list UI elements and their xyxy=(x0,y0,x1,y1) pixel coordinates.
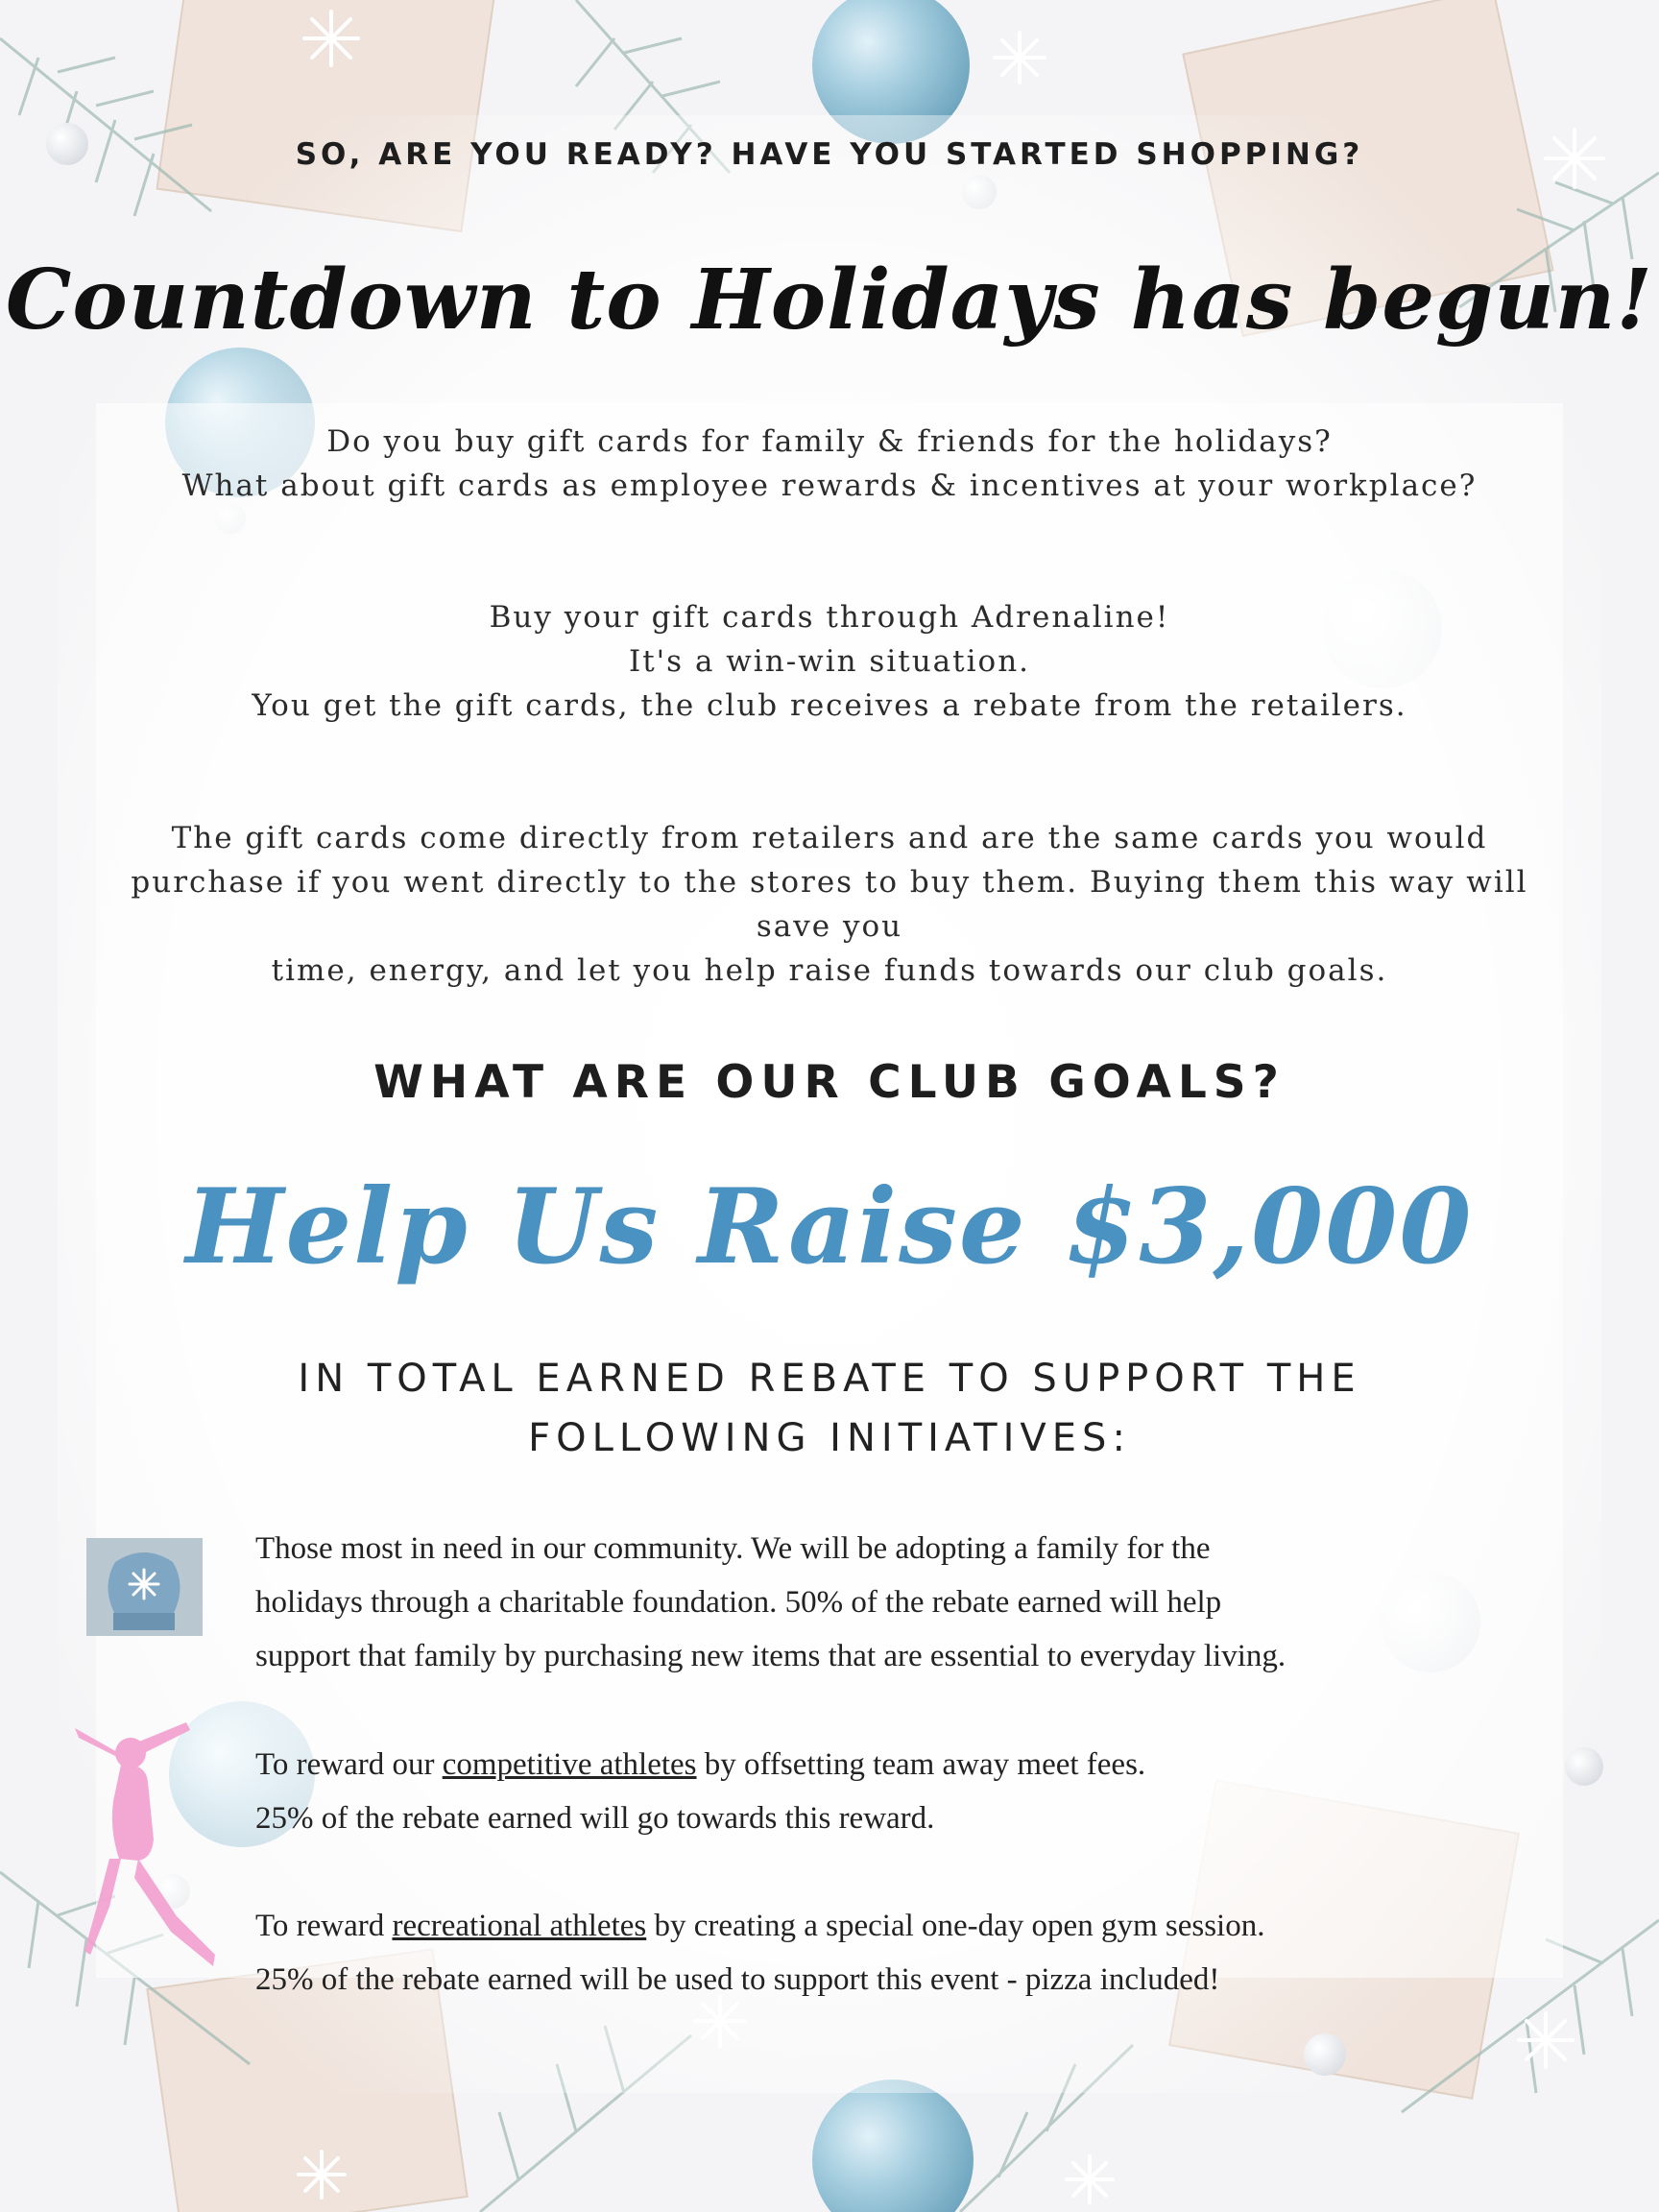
initiative-line: Those most in need in our community. We will be adopting a family for the xyxy=(255,1531,1211,1566)
details-line: save you xyxy=(756,909,903,944)
kicker-text: SO, ARE YOU READY? HAVE YOU STARTED SHOPPING? xyxy=(295,137,1364,172)
initiative-line: holidays through a charitable foundation. 50% of the rebate earned will help xyxy=(255,1585,1222,1620)
initiative-line: 25% of the rebate earned will be used to support this event - pizza included! xyxy=(255,1962,1220,1997)
initiative-line xyxy=(255,1738,1638,1791)
competitive-athletes-link[interactable]: competitive athletes xyxy=(442,1747,697,1782)
headline: Countdown to Holidays has begun! xyxy=(5,252,1654,349)
details-line: The gift cards come directly from retailers and are the same cards you would xyxy=(171,821,1488,855)
subhead-line: FOLLOWING INITIATIVES: xyxy=(528,1416,1131,1460)
initiative-recreational xyxy=(255,1899,1638,2007)
intro-paragraph xyxy=(38,420,1621,508)
subhead-line: IN TOTAL EARNED REBATE TO SUPPORT THE xyxy=(298,1357,1361,1401)
initiative-prefix: To reward our xyxy=(255,1747,443,1782)
recreational-athletes-link[interactable]: recreational athletes xyxy=(392,1909,647,1943)
details-paragraph xyxy=(38,816,1621,993)
goals-question: WHAT ARE OUR CLUB GOALS? xyxy=(373,1056,1286,1109)
intro-line: What about gift cards as employee rewards & incentives at your workplace? xyxy=(181,469,1478,503)
initiatives-subhead xyxy=(0,1349,1659,1468)
raise-goal: Help Us Raise $3,000 xyxy=(185,1166,1474,1287)
mitten-snowflake-icon xyxy=(86,1538,203,1636)
pitch-line: Buy your gift cards through Adrenaline! xyxy=(489,600,1170,635)
initiative-line xyxy=(255,1899,1638,1953)
initiative-community xyxy=(255,1522,1638,1683)
initiative-suffix: by creating a special one-day open gym session. xyxy=(646,1909,1265,1943)
pitch-line: You get the gift cards, the club receives a rebate from the retailers. xyxy=(252,688,1407,723)
pitch-paragraph xyxy=(38,595,1621,728)
initiative-competitive xyxy=(255,1738,1638,1845)
pitch-line: It's a win-win situation. xyxy=(628,644,1031,679)
initiative-suffix: by offsetting team away meet fees. xyxy=(696,1747,1146,1782)
initiative-line: 25% of the rebate earned will go towards this reward. xyxy=(255,1801,935,1836)
intro-line: Do you buy gift cards for family & friends for the holidays? xyxy=(326,424,1333,459)
initiative-line: support that family by purchasing new items that are essential to everyday living. xyxy=(255,1639,1286,1673)
gymnast-silhouette-icon xyxy=(71,1715,225,1972)
initiative-prefix: To reward xyxy=(255,1909,393,1943)
details-line: purchase if you went directly to the stores to buy them. Buying them this way will xyxy=(131,865,1528,900)
details-line: time, energy, and let you help raise funds towards our club goals. xyxy=(271,953,1388,988)
